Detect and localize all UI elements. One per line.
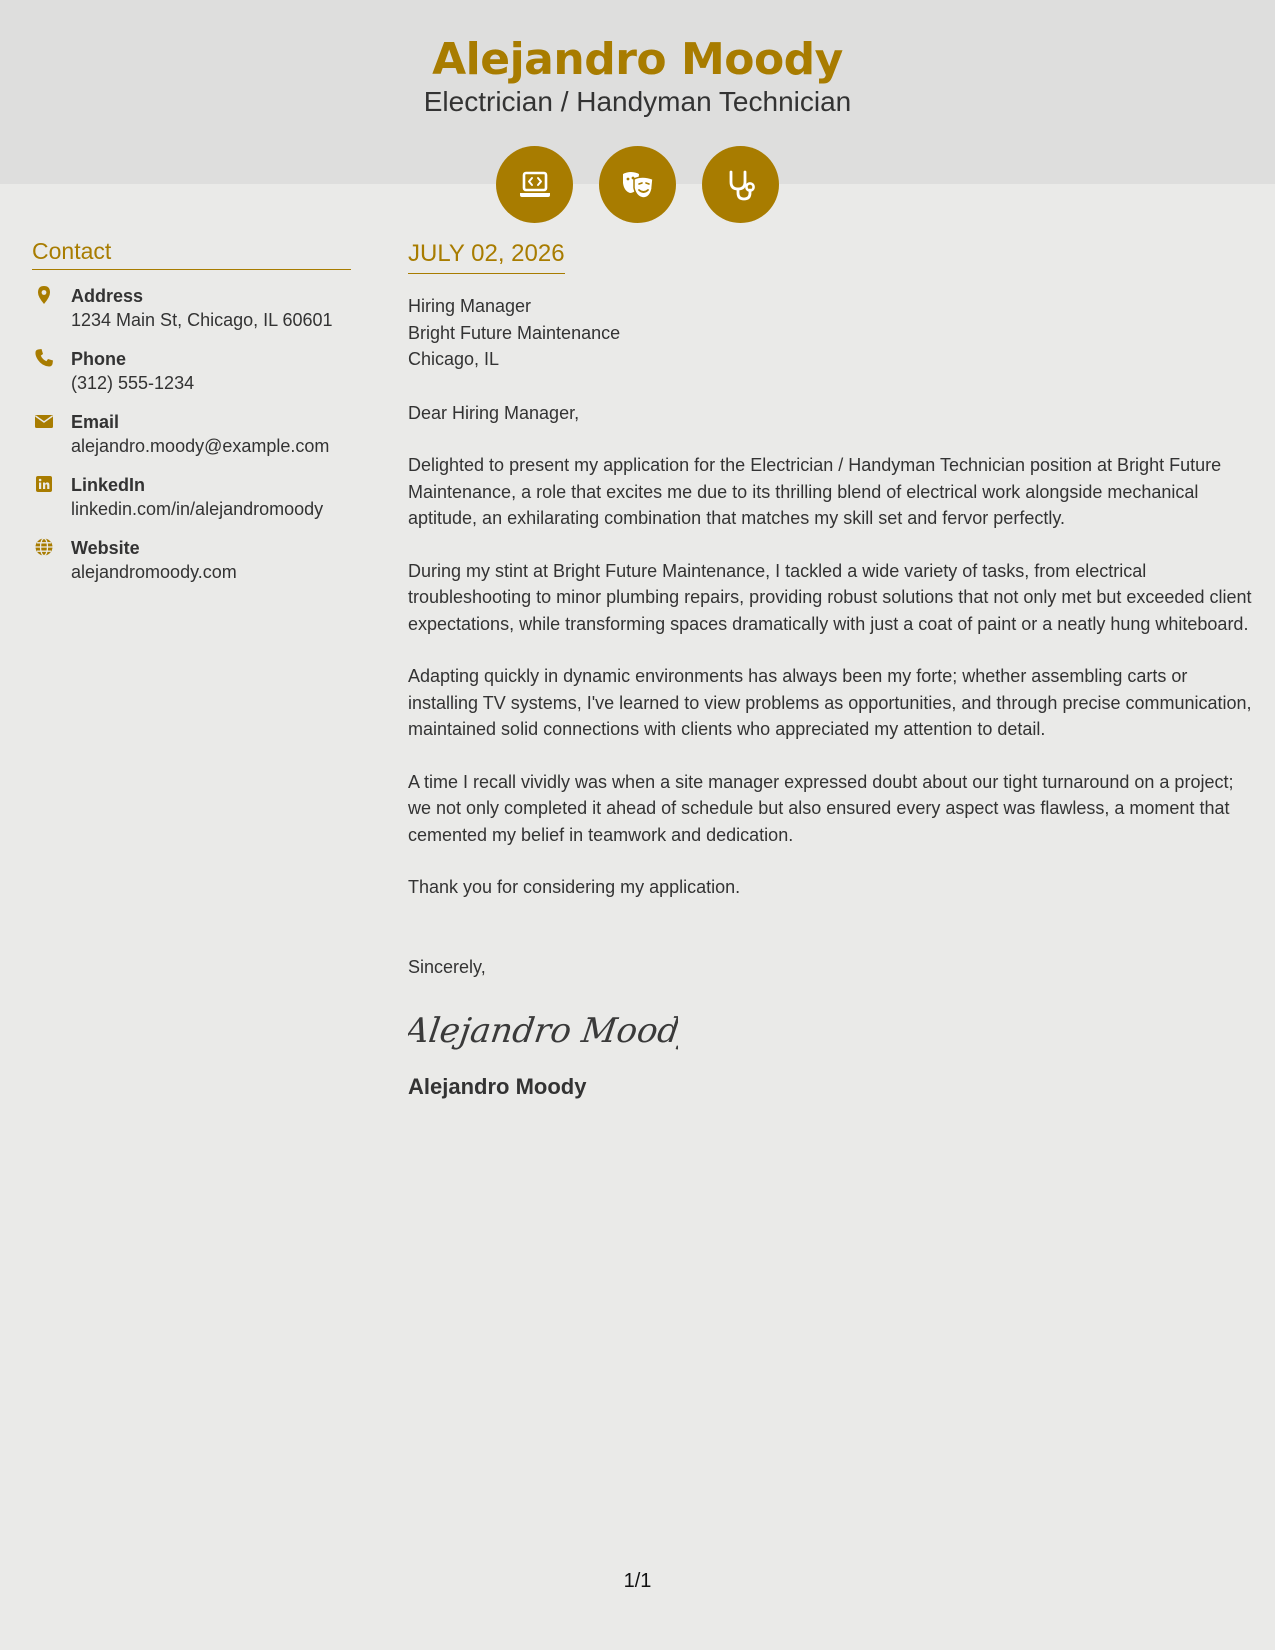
envelope-icon [34, 411, 54, 431]
contact-item-phone [32, 347, 351, 410]
contact-item-website [32, 536, 351, 599]
theater-masks-icon [599, 146, 676, 223]
signed-name: Alejandro Moody [408, 1074, 587, 1099]
applicant-name: Alejandro Moody [432, 34, 843, 85]
recipient-block [408, 293, 1253, 373]
recipient-name: Hiring Manager [408, 296, 532, 316]
signature-image [408, 1006, 1253, 1056]
contact-value: (312) 555-1234 [71, 373, 195, 393]
contact-label: LinkedIn [71, 475, 146, 495]
contact-sidebar [32, 238, 351, 599]
body-paragraph: During my stint at Bright Future Maintenance, I tackled a wide variety of tasks, from electrical troubleshooting to minor plumbing repairs, providing robust solutions that not only met but exceeded client expectations, while transforming spaces dramatically with just a coat of paint or a neatly hung whiteboard. [408, 560, 1252, 634]
body-paragraph: Adapting quickly in dynamic environments has always been my forte; whether assembling carts or installing TV systems, I've learned to view problems as opportunities, and through precise communication, maintained solid connections with clients who appreciated my attention to detail. [408, 666, 1252, 739]
contact-item-address [32, 284, 351, 347]
contact-label: Phone [71, 349, 127, 369]
body-paragraph: Thank you for considering my application. [408, 877, 741, 897]
body-paragraph: Delighted to present my application for the Electrician / Handyman Technician position at Bright Future Maintenance, a role that excites me due to its thrilling blend of electrical work alongside mechanical aptitude, an exhilarating combination that matches my skill set and fervor perfectly. [408, 455, 1222, 528]
contact-value[interactable]: linkedin.com/in/alejandromoody [71, 499, 324, 519]
contact-label: Email [71, 412, 120, 432]
contact-label: Address [71, 286, 144, 306]
closing: Sincerely, [408, 956, 486, 977]
contact-item-linkedin [32, 473, 351, 536]
contact-list [32, 284, 351, 599]
contact-value[interactable]: alejandro.moody@example.com [71, 436, 330, 456]
laptop-code-icon [496, 146, 573, 223]
globe-icon [34, 537, 54, 557]
contact-label: Website [71, 538, 140, 558]
contact-value[interactable]: alejandromoody.com [71, 562, 237, 582]
map-pin-icon [34, 285, 54, 305]
signature-text: Alejandro Moody [408, 1011, 678, 1051]
letter-body [408, 240, 1253, 1100]
contact-value: 1234 Main St, Chicago, IL 60601 [71, 310, 333, 330]
phone-icon [34, 348, 54, 368]
contact-heading: Contact [32, 238, 351, 270]
body-paragraph: A time I recall vividly was when a site manager expressed doubt about our tight turnaround on a project; we not only completed it ahead of schedule but also ensured every aspect was flawless, a moment that cemented my belief in teamwork and dedication. [408, 771, 1234, 845]
stethoscope-icon [702, 146, 779, 223]
job-title: Electrician / Handyman Technician [423, 86, 852, 117]
recipient-location: Chicago, IL [408, 349, 500, 369]
letter-date: JULY 02, 2026 [408, 240, 565, 274]
contact-item-email [32, 410, 351, 473]
page-number: 1/1 [623, 1570, 652, 1592]
recipient-company: Bright Future Maintenance [408, 322, 621, 343]
greeting: Dear Hiring Manager, [408, 402, 580, 423]
linkedin-icon [34, 474, 54, 494]
